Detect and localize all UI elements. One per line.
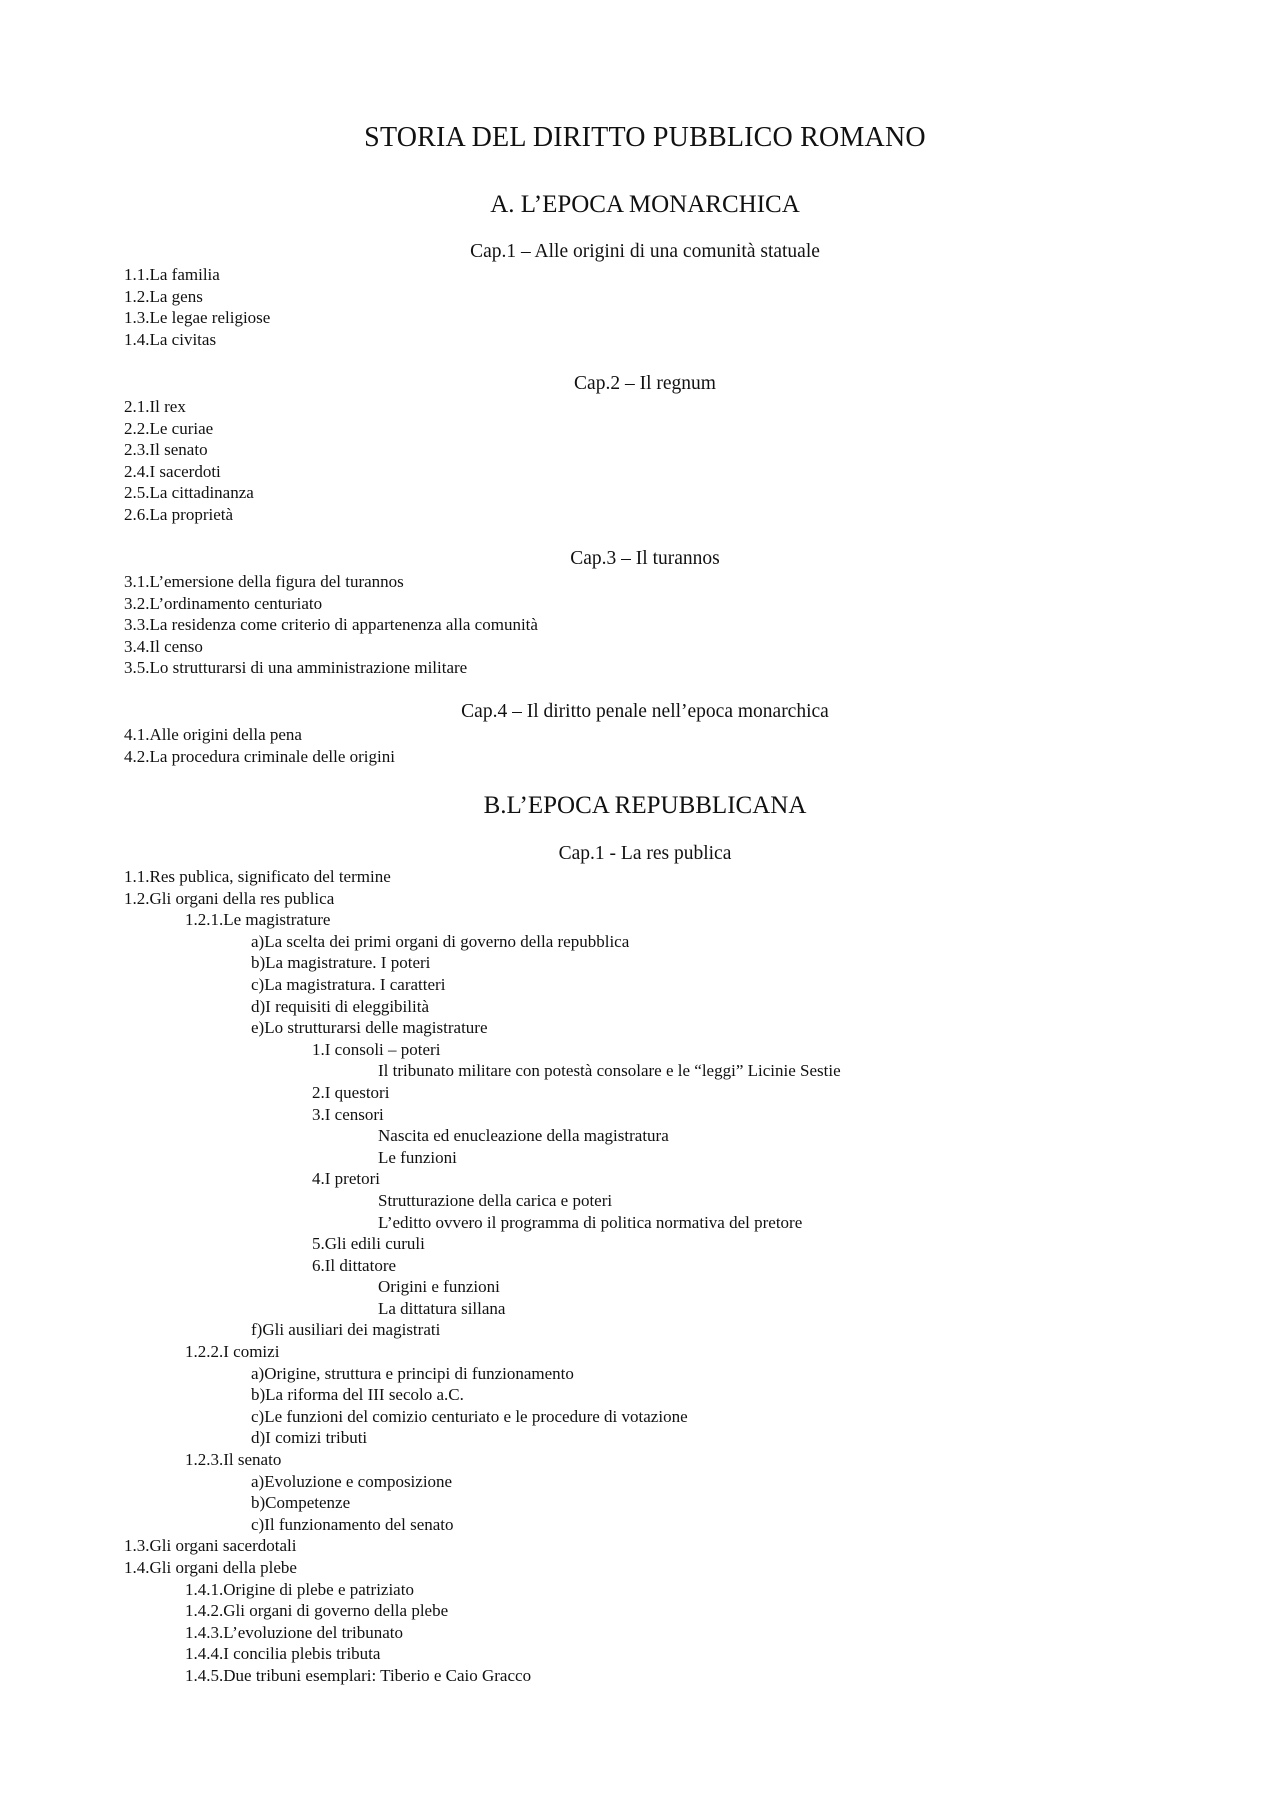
toc-item: 3.3.La residenza come criterio di appartenenza alla comunità	[124, 615, 538, 635]
toc-item: 4.I pretori	[312, 1169, 380, 1189]
toc-item: Il tribunato militare con potestà consolare e le “leggi” Licinie Sestie	[378, 1061, 841, 1081]
toc-item: 1.3.Le legae religiose	[124, 308, 271, 328]
toc-item: c)Le funzioni del comizio centuriato e le procedure di votazione	[251, 1406, 688, 1426]
toc-item: 1.4.Gli organi della plebe	[124, 1558, 297, 1577]
toc-item: 1.4.4.I concilia plebis tributa	[185, 1644, 381, 1664]
part-a-heading: A. L’EPOCA MONARCHICA	[490, 191, 800, 218]
toc-item: 6.Il dittatore	[312, 1255, 397, 1275]
toc-item: 2.1.Il rex	[124, 397, 186, 416]
toc-item: 3.4.Il censo	[124, 636, 203, 656]
toc-item: 1.2.Gli organi della res publica	[124, 888, 335, 908]
toc-item: a)Evoluzione e composizione	[251, 1471, 453, 1491]
toc-item: 1.4.La civitas	[124, 329, 217, 349]
toc-item: 2.I questori	[312, 1082, 390, 1102]
toc-item: 3.5.Lo strutturarsi di una amministrazione militare	[124, 658, 468, 678]
part-b-chapter-1-list	[124, 866, 841, 1687]
toc-item: 1.1.Res publica, significato del termine	[124, 867, 391, 886]
toc-item: d)I requisiti di eleggibilità	[251, 996, 429, 1016]
toc-item: 3.I censori	[312, 1104, 384, 1124]
toc-item: 1.3.Gli organi sacerdotali	[124, 1536, 297, 1556]
part-a-chapter-1-list	[124, 264, 270, 350]
toc-item: 1.2.3.Il senato	[185, 1450, 282, 1470]
part-a-chapter-4-heading: Cap.4 – Il diritto penale nell’epoca monarchica	[461, 701, 829, 722]
toc-item: 1.4.1.Origine di plebe e patriziato	[185, 1579, 414, 1599]
toc-item: f)Gli ausiliari dei magistrati	[251, 1320, 441, 1340]
toc-item: 1.4.3.L’evoluzione del tribunato	[185, 1622, 403, 1642]
toc-item: 1.I consoli – poteri	[312, 1039, 441, 1059]
toc-item: Strutturazione della carica e poteri	[378, 1190, 613, 1210]
toc-item: 1.2.2.I comizi	[185, 1342, 280, 1362]
toc-item: d)I comizi tributi	[251, 1428, 368, 1448]
part-a-chapter-2-heading: Cap.2 – Il regnum	[574, 373, 716, 394]
toc-item: 1.4.2.Gli organi di governo della plebe	[185, 1601, 449, 1621]
toc-item: 5.Gli edili curuli	[312, 1234, 425, 1254]
part-a-chapter-3-heading: Cap.3 – Il turannos	[570, 548, 720, 569]
toc-item: 2.6.La proprietà	[124, 504, 234, 524]
part-a-chapter-3-list	[124, 571, 538, 679]
toc-item: 2.5.La cittadinanza	[124, 483, 254, 503]
toc-item: Le funzioni	[378, 1147, 457, 1167]
part-b-chapter-1-heading: Cap.1 - La res publica	[558, 843, 732, 864]
toc-item: 4.2.La procedura criminale delle origini	[124, 746, 395, 766]
toc-item: 1.2.La gens	[124, 286, 203, 306]
toc-item: 2.3.Il senato	[124, 440, 208, 460]
toc-item: La dittatura sillana	[378, 1298, 506, 1318]
toc-item: 3.1.L’emersione della figura del turannos	[124, 572, 404, 591]
part-a-chapter-2-list	[124, 396, 254, 526]
toc-item: a)Origine, struttura e principi di funzionamento	[251, 1363, 574, 1383]
document-title: STORIA DEL DIRITTO PUBBLICO ROMANO	[364, 122, 926, 153]
toc-item: L’editto ovvero il programma di politica normativa del pretore	[378, 1212, 803, 1232]
toc-item: e)Lo strutturarsi delle magistrature	[251, 1018, 488, 1038]
part-b-heading: B.L’EPOCA REPUBBLICANA	[483, 792, 807, 819]
toc-item: 1.1.La familia	[124, 265, 220, 284]
toc-item: c)Il funzionamento del senato	[251, 1514, 454, 1534]
toc-item: 3.2.L’ordinamento centuriato	[124, 593, 323, 613]
part-a-chapter-4-list	[124, 724, 395, 767]
toc-item: c)La magistratura. I caratteri	[251, 974, 446, 994]
toc-item: b)Competenze	[251, 1493, 351, 1513]
toc-item: b)La riforma del III secolo a.C.	[251, 1385, 464, 1405]
toc-item: 2.2.Le curiae	[124, 418, 214, 438]
toc-item: b)La magistrature. I poteri	[251, 953, 431, 973]
part-a-chapter-1-heading: Cap.1 – Alle origini di una comunità statuale	[470, 241, 820, 262]
toc-item: 1.2.1.Le magistrature	[185, 910, 331, 930]
toc-item: 1.4.5.Due tribuni esemplari: Tiberio e Caio Gracco	[185, 1665, 532, 1685]
toc-item: 4.1.Alle origini della pena	[124, 725, 302, 744]
toc-item: 2.4.I sacerdoti	[124, 461, 221, 481]
toc-item: Origini e funzioni	[378, 1277, 500, 1297]
toc-item: a)La scelta dei primi organi di governo della repubblica	[251, 931, 630, 951]
toc-item: Nascita ed enucleazione della magistratura	[378, 1126, 669, 1146]
